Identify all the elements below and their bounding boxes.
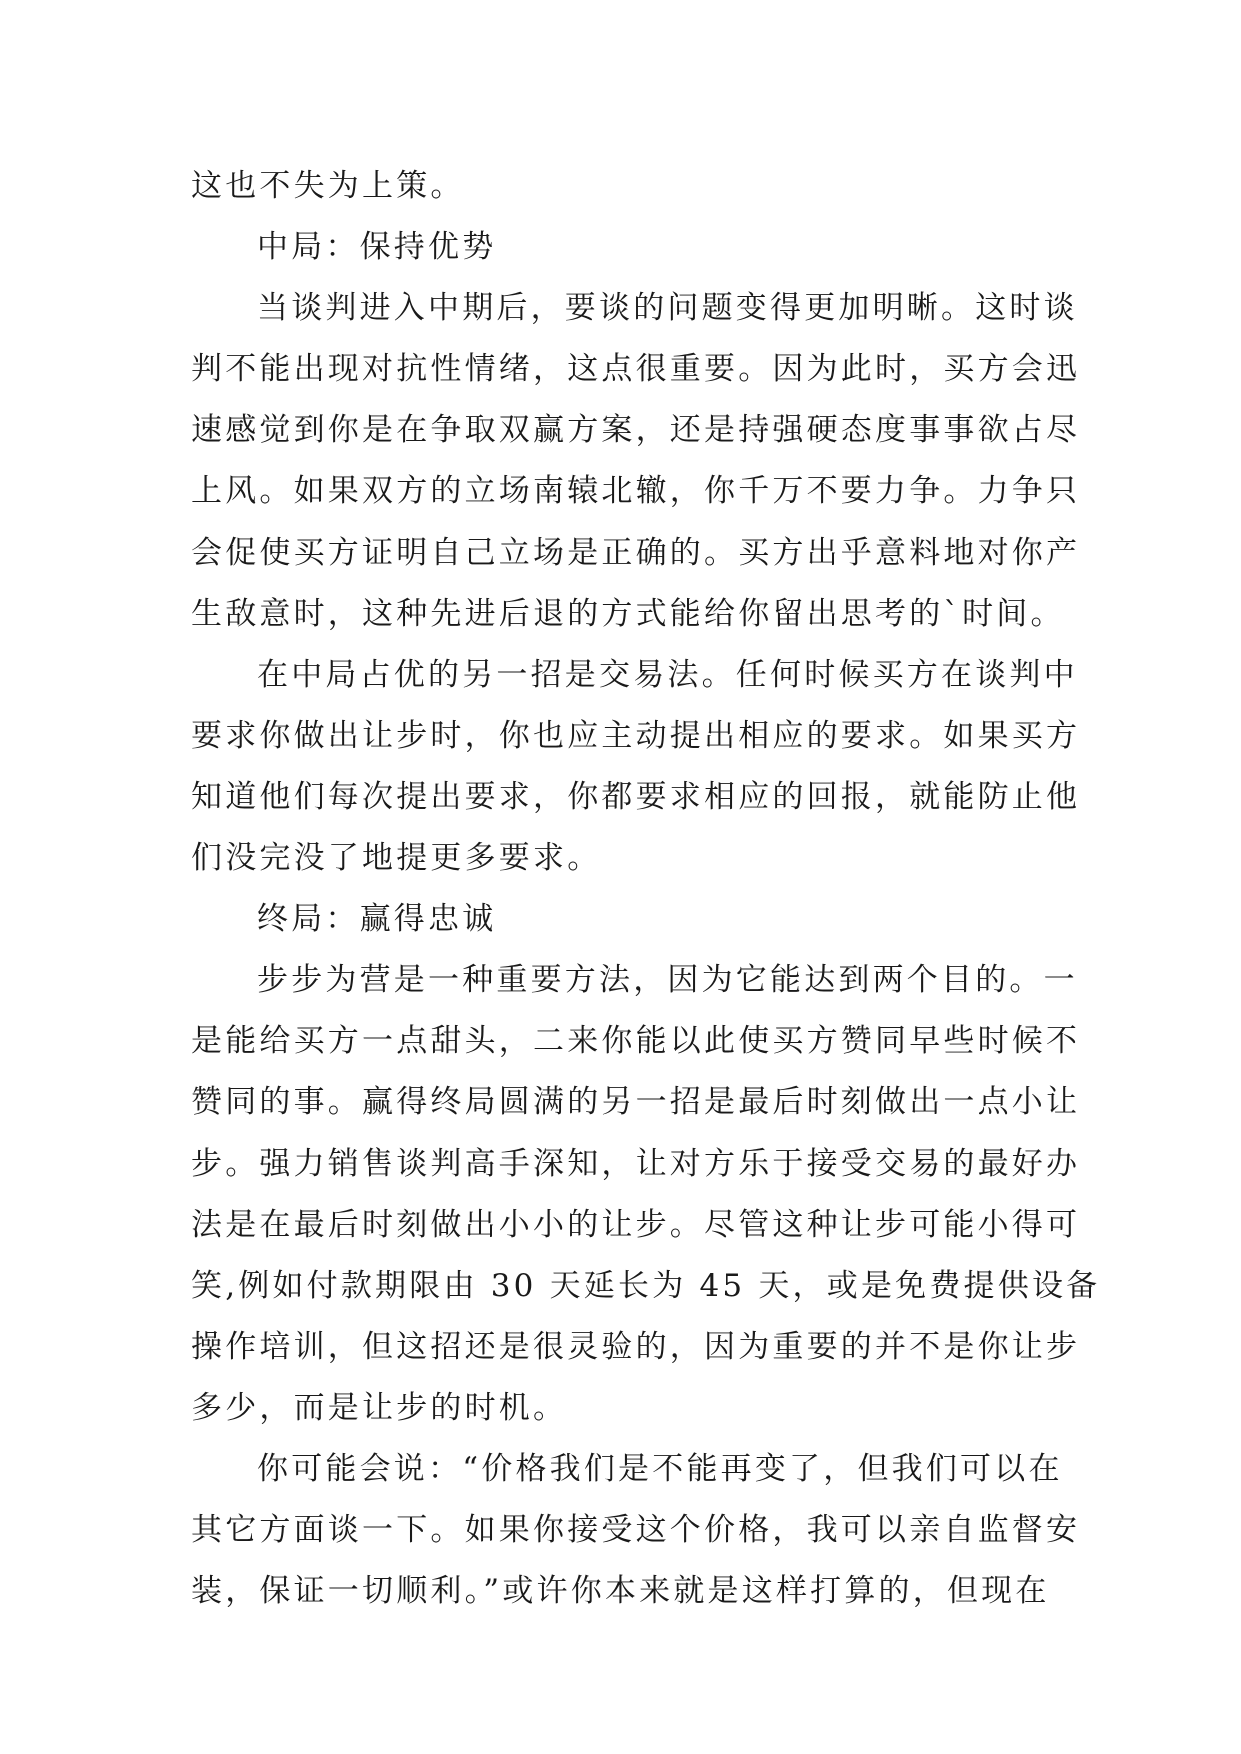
text-line: 步。强力销售谈判高手深知，让对方乐于接受交易的最好办 (191, 1145, 1081, 1182)
text-line: 其它方面谈一下。如果你接受这个价格，我可以亲自监督安 (191, 1512, 1081, 1549)
text-line: 要求你做出让步时，你也应主动提出相应的要求。如果买方 (191, 717, 1081, 754)
text-line: 你可能会说：“价格我们是不能再变了，但我们可以在 (257, 1450, 1063, 1487)
body-text (191, 156, 1101, 1622)
text-line: 是能给买方一点甜头，二来你能以此使买方赞同早些时候不 (191, 1023, 1081, 1060)
text-line: 当谈判进入中期后，要谈的问题变得更加明晰。这时谈 (257, 290, 1078, 327)
text-line: 速感觉到你是在争取双赢方案，还是持强硬态度事事欲占尽 (191, 412, 1081, 449)
text-line: 笑,例如付款期限由 30 天延长为 45 天，或是免费提供设备 (191, 1267, 1101, 1304)
text-line: 这也不失为上策。 (191, 168, 465, 204)
text-line: 知道他们每次提出要求，你都要求相应的回报，就能防止他 (191, 778, 1081, 815)
text-line: 法是在最后时刻做出小小的让步。尽管这种让步可能小得可 (191, 1206, 1081, 1243)
text-line: 生敌意时，这种先进后退的方式能给你留出思考的`时间。 (191, 595, 1065, 632)
text-line: 操作培训，但这招还是很灵验的，因为重要的并不是你让步 (191, 1328, 1081, 1365)
text-line: 会促使买方证明自己立场是正确的。买方出乎意料地对你产 (191, 534, 1081, 571)
section-heading-midgame: 中局：保持优势 (257, 229, 497, 266)
section-heading-endgame: 终局：赢得忠诚 (257, 901, 497, 938)
text-line: 装，保证一切顺利。”或许你本来就是这样打算的，但现在 (191, 1573, 1050, 1610)
text-line: 赞同的事。赢得终局圆满的另一招是最后时刻做出一点小让 (191, 1084, 1081, 1121)
text-line: 在中局占优的另一招是交易法。任何时候买方在谈判中 (257, 656, 1078, 693)
text-line: 上风。如果双方的立场南辕北辙，你千万不要力争。力争只 (191, 473, 1081, 510)
text-line: 们没完没了地提更多要求。 (191, 840, 602, 877)
text-line: 判不能出现对抗性情绪，这点很重要。因为此时，买方会迅 (191, 351, 1081, 388)
text-line: 步步为营是一种重要方法，因为它能达到两个目的。一 (257, 962, 1078, 999)
text-line: 多少，而是让步的时机。 (191, 1389, 568, 1426)
